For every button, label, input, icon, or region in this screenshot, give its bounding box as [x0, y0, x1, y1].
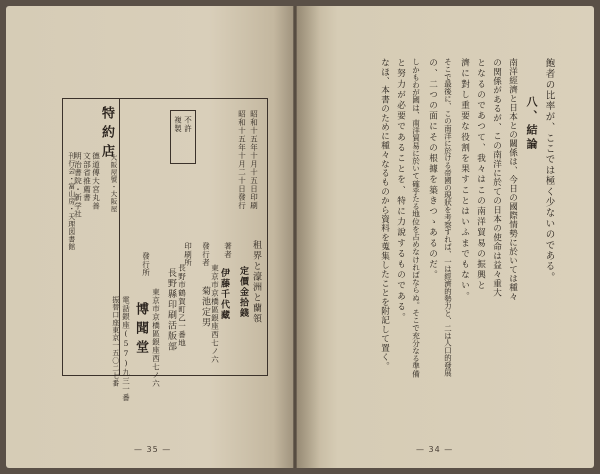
printer-address: 長野市鶴賀町乙一番地 — [177, 264, 187, 347]
page-number: — 35 — — [134, 445, 172, 454]
ad-title: 特約店 — [99, 106, 114, 163]
publish-date: 昭和十五年十月二十日發行 — [237, 110, 247, 210]
body-line: 濟に對し重要な役割を果すことはいふまでもない。 — [459, 58, 470, 302]
body-line: 飽者の比率が、ここでは極く少ないのである。 — [543, 58, 555, 283]
publisher-label: 發行者 — [201, 242, 211, 267]
body-line: となるのであつて、我々はこの南洋貿易の振興と — [475, 58, 486, 292]
page-number: — 34 — — [416, 445, 454, 454]
left-page — [6, 6, 296, 468]
book-spread — [6, 6, 594, 468]
body-line: しかもわが國は、南洋貿易に於いて確乎たる地位を占めなければならぬ。そこで充分なる準備 — [411, 58, 421, 378]
ad-line: 文部省推薦書 — [82, 152, 92, 202]
stamp-text: 不許 — [183, 116, 193, 133]
print-date: 昭和十五年十月十五日印刷 — [249, 110, 259, 210]
publisher-name: 菊池定男 — [200, 286, 210, 328]
issuer-account: 振替口座東京一五〇二七番 — [110, 296, 119, 388]
stamp-text: 複製 — [173, 116, 183, 133]
ad-line: 大阪屋號・大阪屋 — [109, 154, 118, 213]
issuer-phone: 電話銀座(57)九三一番 — [121, 296, 131, 402]
body-line: そこで最後に、この南洋に於ける帝國の現狀を考察すれば、一は經濟的勢力と、二は人口的發展 — [443, 58, 453, 377]
body-line: なほ、本書のために種々なるものから資料を蒐集したことを附記して置く。 — [379, 58, 390, 371]
body-line: と努力が必要であることを、特に力說するものである。 — [395, 58, 406, 323]
issuer-name: 博聞堂 — [133, 302, 148, 359]
body-line: の関係があるが、この南洋に於ての日本の使命は益々重大 — [491, 58, 502, 298]
body-line: の、二つの面にその根據を築きつゝあるのだ。 — [427, 58, 438, 281]
book-title: 租界と濠洲と蘭領 — [251, 240, 261, 324]
ad-line: 明治書院・新学社 — [73, 152, 83, 219]
printer-label: 印刷所 — [183, 242, 193, 267]
price: 定價金拾錢 — [238, 266, 248, 319]
printer-name: 長野縣印刷活版部 — [166, 268, 176, 352]
right-page — [296, 6, 594, 468]
section-heading: 八、結論 — [525, 96, 538, 152]
author-label: 著者 — [223, 242, 233, 259]
author-address: 東京市京橋區銀座西七ノ六 — [210, 264, 220, 364]
issuer-address: 東京市京橋區銀座西七ノ六 — [151, 288, 161, 388]
ad-line: 刊行会・富山房・天理図書館 — [66, 152, 75, 251]
body-line: 南洋經濟と日本との關係は、今日の國際情勢に於いては種々 — [507, 58, 518, 301]
author-name: 伊藤千代藏 — [219, 268, 229, 321]
ad-line: 德道傅大宮丸善 — [91, 152, 101, 211]
issuer-label: 發行所 — [141, 252, 151, 277]
book-gutter — [293, 6, 297, 468]
